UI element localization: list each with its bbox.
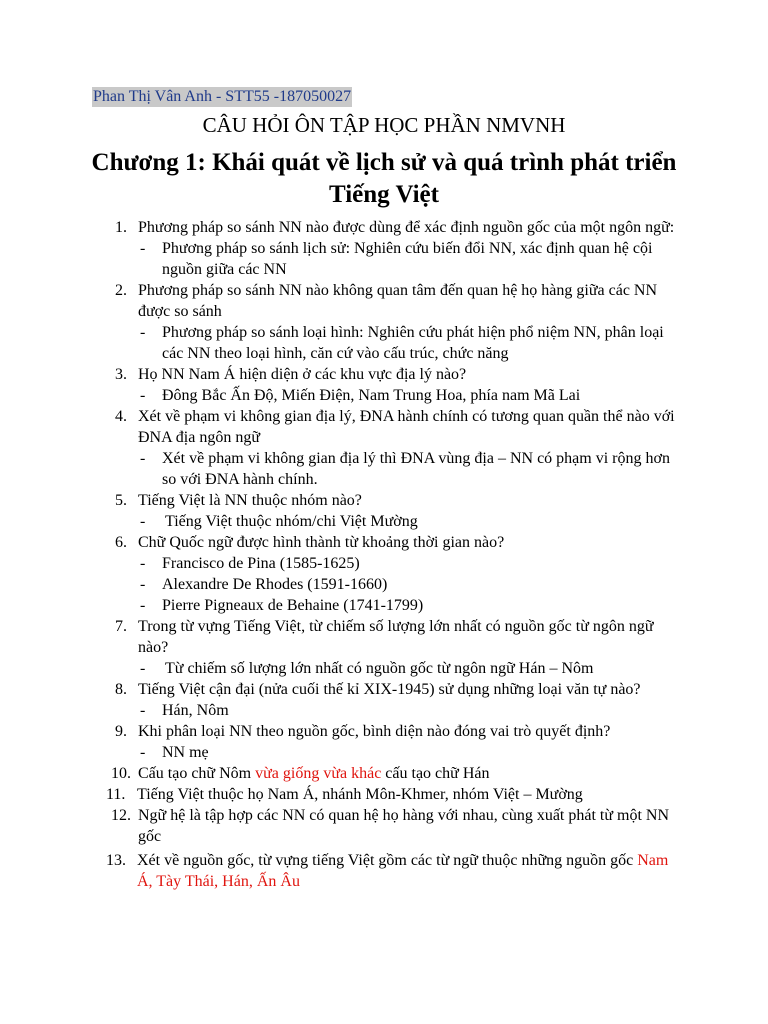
question-text: Phương pháp so sánh NN nào không quan tâm đến quan hệ họ hàng giữa các NN được so sánh [138, 282, 658, 320]
bullet-dash: - [140, 324, 146, 341]
question-text: Xét về phạm vi không gian địa lý, ĐNA hành chính có tương quan quần thể nào với ĐNA địa ngôn ngữ [138, 408, 675, 446]
question-number: 1. [115, 219, 127, 236]
answer-text: Đông Bắc Ấn Độ, Miến Điện, Nam Trung Hoa, phía nam Mã Lai [162, 387, 581, 404]
question-text: Ngữ hệ là tập hợp các NN có quan hệ họ hàng với nhau, cùng xuất phát từ một NN gốc [138, 807, 670, 845]
answer-text: Hán, Nôm [162, 702, 229, 719]
answer-text: Phương pháp so sánh loại hình: Nghiên cứu phát hiện phổ niệm NN, phân loại các NN theo loại hình, căn cứ vào cấu trúc, chức năng [162, 324, 664, 362]
question-item [0, 490, 678, 511]
bullet-dash: - [140, 576, 146, 593]
answer-text: Xét về phạm vi không gian địa lý thì ĐNA vùng địa – NN có phạm vi rộng hơn so với ĐNA hành chính. [162, 450, 670, 488]
answer-text: Phương pháp so sánh lịch sử: Nghiên cứu biến đổi NN, xác định quan hệ cội nguồn giữa các NN [162, 240, 653, 278]
question-text: Cấu tạo chữ Nôm [138, 765, 256, 782]
question-item [0, 679, 678, 700]
question-text: cấu tạo chữ Hán [381, 765, 490, 782]
question-number: 10. [111, 765, 131, 782]
answer-item [0, 322, 670, 364]
emphasis-text: vừa giống vừa khác [255, 765, 382, 782]
question-item [0, 763, 678, 784]
answer-item [0, 742, 670, 763]
question-item [0, 850, 677, 892]
question-number: 13. [106, 852, 126, 869]
chapter-title: Chương 1: Khái quát về lịch sử và quá trình phát triển Tiếng Việt [91, 149, 677, 208]
answer-text: Alexandre De Rhodes (1591-1660) [162, 576, 388, 593]
question-text: Xét về nguồn gốc, từ vựng tiếng Việt gồm các từ ngữ thuộc những nguồn gốc [137, 852, 638, 869]
answer-item [0, 511, 673, 532]
question-number: 11. [106, 786, 126, 803]
question-item [0, 805, 678, 847]
question-number: 3. [115, 366, 127, 383]
question-number: 12. [111, 807, 131, 824]
answer-item [0, 553, 670, 574]
question-item [0, 364, 678, 385]
answer-text: Từ chiếm số lượng lớn nhất có nguồn gốc từ ngôn ngữ Hán – Nôm [165, 660, 594, 677]
answer-item [0, 574, 670, 595]
answer-item [0, 448, 670, 490]
answer-text: Francisco de Pina (1585-1625) [162, 555, 360, 572]
question-text: Trong từ vựng Tiếng Việt, từ chiếm số lượng lớn nhất có nguồn gốc từ ngôn ngữ nào? [138, 618, 654, 656]
question-text: Tiếng Việt thuộc họ Nam Á, nhánh Môn-Khmer, nhóm Việt – Mường [137, 786, 583, 803]
bullet-dash: - [140, 660, 146, 677]
question-number: 9. [115, 723, 127, 740]
question-number: 5. [115, 492, 127, 509]
author-line: Phan Thị Vân Anh - STT55 -187050027 [93, 88, 352, 105]
question-text: Tiếng Việt cận đại (nửa cuối thế kỉ XIX-1945) sử dụng những loại văn tự nào? [138, 681, 641, 698]
answer-item [0, 238, 670, 280]
bullet-dash: - [140, 450, 146, 467]
answer-text: NN mẹ [162, 744, 209, 761]
question-list [0, 217, 768, 892]
question-number: 7. [115, 618, 127, 635]
question-text: Phương pháp so sánh NN nào được dùng để xác định nguồn gốc của một ngôn ngữ: [138, 219, 675, 236]
question-text: Tiếng Việt là NN thuộc nhóm nào? [138, 492, 362, 509]
bullet-dash: - [140, 702, 146, 719]
bullet-dash: - [140, 597, 146, 614]
question-item [0, 217, 678, 238]
emphasis-text: Nam Á, Tày Thái, Hán, Ấn Âu [137, 852, 669, 890]
question-text: Chữ Quốc ngữ được hình thành từ khoảng thời gian nào? [138, 534, 505, 551]
bullet-dash: - [140, 240, 146, 257]
question-text: Khi phân loại NN theo nguồn gốc, bình diện nào đóng vai trò quyết định? [138, 723, 611, 740]
answer-item [0, 595, 670, 616]
question-number: 6. [115, 534, 127, 551]
question-number: 2. [115, 282, 127, 299]
bullet-dash: - [140, 744, 146, 761]
answer-item [0, 658, 673, 679]
question-item [0, 784, 677, 805]
answer-text: Pierre Pigneaux de Behaine (1741-1799) [162, 597, 424, 614]
question-number: 8. [115, 681, 127, 698]
question-item [0, 616, 678, 658]
answer-item [0, 700, 670, 721]
bullet-dash: - [140, 555, 146, 572]
bullet-dash: - [140, 513, 146, 530]
question-text: Họ NN Nam Á hiện diện ở các khu vực địa lý nào? [138, 366, 467, 383]
answer-text: Tiếng Việt thuộc nhóm/chi Việt Mường [165, 513, 418, 530]
question-item [0, 406, 678, 448]
answer-item [0, 385, 670, 406]
question-item [0, 721, 678, 742]
question-item [0, 532, 678, 553]
document-subtitle: CÂU HỎI ÔN TẬP HỌC PHẦN NMVNH [202, 113, 566, 137]
question-item [0, 280, 678, 322]
question-number: 4. [115, 408, 127, 425]
bullet-dash: - [140, 387, 146, 404]
